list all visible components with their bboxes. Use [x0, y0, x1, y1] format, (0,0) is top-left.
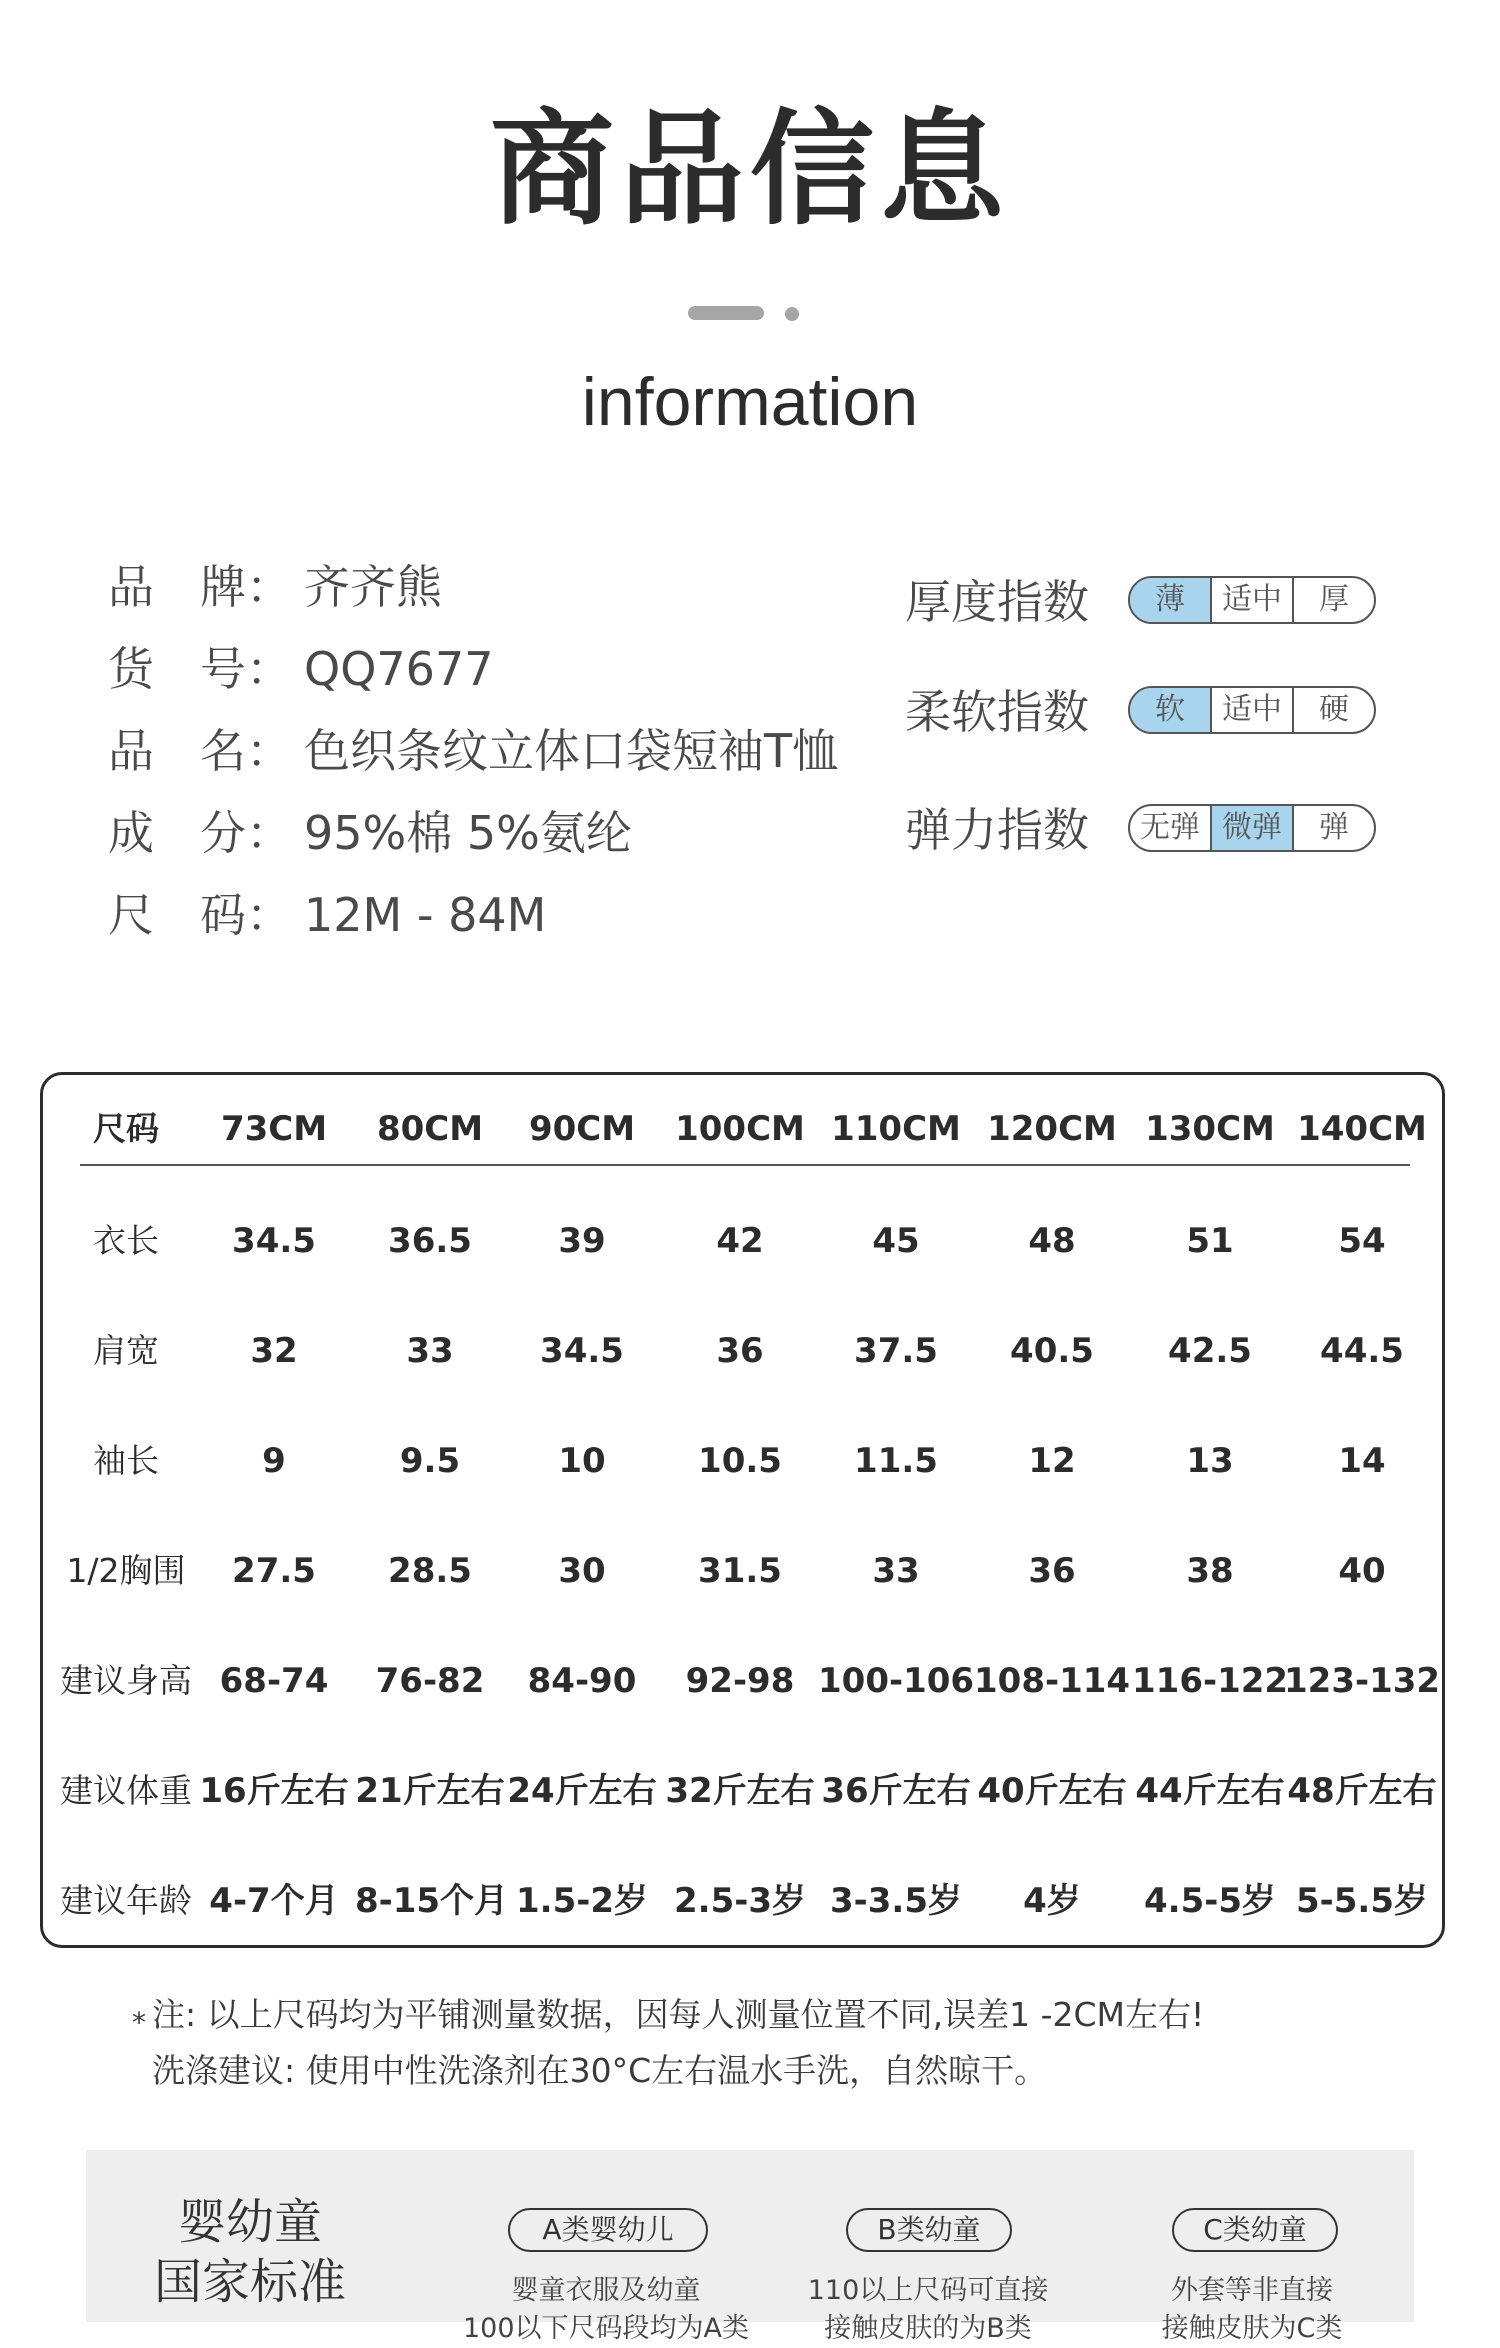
- table-cell: 9.5: [399, 1441, 461, 1481]
- table-cell: 92-98: [685, 1661, 795, 1701]
- table-header-divider: [80, 1164, 1410, 1166]
- table-cell: 8-15个月: [355, 1881, 509, 1921]
- washing-note: 洗涤建议: 使用中性洗涤剂在30°C左右温水手洗，自然晾干。: [152, 2051, 1048, 2090]
- table-cell: 32: [250, 1331, 298, 1371]
- size-column-header: 100CM: [675, 1109, 805, 1149]
- scale-option: 弹: [1292, 806, 1374, 850]
- table-corner-header: 尺码: [93, 1109, 159, 1148]
- table-cell: 28.5: [388, 1551, 472, 1591]
- table-cell: 1.5-2岁: [516, 1881, 648, 1921]
- category-c-badge: C类幼童: [1172, 2208, 1338, 2252]
- size-column-header: 73CM: [220, 1109, 328, 1149]
- table-row-label: 肩宽: [93, 1331, 159, 1370]
- table-row-label: 衣长: [93, 1221, 159, 1260]
- table-row-label: 建议身高: [60, 1661, 192, 1700]
- table-cell: 39: [558, 1221, 606, 1261]
- info-value: QQ7677: [304, 642, 494, 696]
- scale-option: 无弹: [1140, 810, 1200, 845]
- table-cell: 31.5: [698, 1551, 782, 1591]
- table-cell: 36.5: [388, 1221, 472, 1261]
- table-row-label: 1/2胸围: [66, 1551, 186, 1590]
- table-cell: 42.5: [1168, 1331, 1252, 1371]
- table-row-label: 建议年龄: [60, 1881, 192, 1920]
- table-cell: 14: [1338, 1441, 1386, 1481]
- table-cell: 42: [716, 1221, 764, 1261]
- scale-option: 薄: [1130, 578, 1210, 622]
- softness-index-label: 柔软指数: [905, 685, 1089, 739]
- category-b-desc: 110以上尺码可直接: [807, 2275, 1049, 2306]
- thickness-index-label: 厚度指数: [905, 575, 1089, 629]
- table-cell: 24斤左右: [507, 1771, 657, 1811]
- info-size-range: [108, 880, 546, 950]
- table-cell: 37.5: [854, 1331, 938, 1371]
- table-cell: 45: [872, 1221, 920, 1261]
- table-cell: 4.5-5岁: [1144, 1881, 1276, 1921]
- info-label: 货 号：: [108, 642, 292, 696]
- table-cell: 32斤左右: [665, 1771, 815, 1811]
- table-cell: 33: [406, 1331, 454, 1371]
- table-cell: 4岁: [1023, 1881, 1081, 1921]
- table-cell: 68-74: [219, 1661, 329, 1701]
- category-c-desc: 外套等非直接: [1171, 2275, 1333, 2306]
- page-title: 商品信息: [489, 98, 1010, 242]
- table-cell: 100-106: [818, 1661, 975, 1701]
- info-composition: [108, 798, 632, 868]
- table-cell: 44.5: [1320, 1331, 1404, 1371]
- category-a-desc2: 100以下尺码段均为A类: [462, 2313, 749, 2344]
- table-cell: 36: [1028, 1551, 1076, 1591]
- table-cell: 34.5: [232, 1221, 316, 1261]
- elasticity-index-label: 弹力指数: [905, 803, 1089, 857]
- table-cell: 84-90: [527, 1661, 637, 1701]
- table-cell: 13: [1186, 1441, 1234, 1481]
- size-column-header: 90CM: [528, 1109, 636, 1149]
- standard-title: 婴幼童: [177, 2194, 322, 2250]
- table-cell: 40: [1338, 1551, 1386, 1591]
- scale-option: 适中: [1210, 688, 1292, 732]
- table-cell: 10: [558, 1441, 606, 1481]
- size-column-header: 80CM: [376, 1109, 484, 1149]
- elasticity-index-scale: [1128, 804, 1376, 852]
- thickness-index-scale: [1128, 576, 1376, 624]
- table-cell: 48斤左右: [1287, 1771, 1437, 1811]
- table-cell: 10.5: [698, 1441, 782, 1481]
- info-brand: [108, 552, 442, 622]
- size-column-header: 130CM: [1145, 1109, 1275, 1149]
- category-c-desc2: 接触皮肤为C类: [1161, 2313, 1343, 2344]
- size-table: [40, 1072, 1445, 1948]
- table-cell: 16斤左右: [199, 1771, 349, 1811]
- table-cell: 9: [262, 1441, 286, 1481]
- table-row-label: 袖长: [93, 1441, 159, 1480]
- table-cell: 44斤左右: [1135, 1771, 1285, 1811]
- divider-dot: [785, 307, 799, 321]
- info-label: 品 牌：: [108, 560, 292, 614]
- table-cell: 33: [872, 1551, 920, 1591]
- size-column-header: 140CM: [1297, 1109, 1427, 1149]
- scale-option: 微弹: [1210, 806, 1292, 850]
- category-a-desc: 婴童衣服及幼童: [511, 2275, 701, 2306]
- category-a-badge: A类婴幼儿: [508, 2208, 708, 2252]
- info-label: 尺 码：: [108, 888, 292, 942]
- table-cell: 5-5.5岁: [1296, 1881, 1428, 1921]
- scale-option: 软: [1130, 688, 1210, 732]
- table-cell: 38: [1186, 1551, 1234, 1591]
- standard-title-line2: 国家标准: [153, 2254, 346, 2310]
- table-cell: 27.5: [232, 1551, 316, 1591]
- info-value: 95%棉 5%氨纶: [304, 806, 632, 860]
- info-value: 12M - 84M: [304, 888, 547, 942]
- table-cell: 12: [1028, 1441, 1076, 1481]
- page-subtitle: information: [581, 364, 919, 440]
- info-label: 成 分：: [108, 806, 292, 860]
- table-cell: 4-7个月: [209, 1881, 339, 1921]
- table-cell: 34.5: [540, 1331, 624, 1371]
- info-product-name: [108, 716, 838, 786]
- table-cell: 51: [1186, 1221, 1234, 1261]
- scale-option: 适中: [1210, 578, 1292, 622]
- table-cell: 116-122: [1132, 1661, 1289, 1701]
- table-cell: 36: [716, 1331, 764, 1371]
- table-cell: 40.5: [1010, 1331, 1094, 1371]
- scale-option: 硬: [1292, 688, 1374, 732]
- info-value: 色织条纹立体口袋短袖T恤: [304, 724, 839, 778]
- measurement-note: 注: 以上尺码均为平铺测量数据，因每人测量位置不同,误差1 -2CM左右!: [152, 1995, 1205, 2034]
- table-cell: 54: [1338, 1221, 1386, 1261]
- info-value: 齐齐熊: [304, 560, 442, 614]
- info-label: 品 名：: [108, 724, 292, 778]
- table-cell: 3-3.5岁: [830, 1881, 962, 1921]
- info-item-number: [108, 634, 493, 704]
- table-cell: 36斤左右: [821, 1771, 971, 1811]
- table-cell: 2.5-3岁: [674, 1881, 806, 1921]
- category-b-desc2: 接触皮肤的为B类: [824, 2313, 1032, 2344]
- size-column-header: 110CM: [831, 1109, 961, 1149]
- table-cell: 40斤左右: [977, 1771, 1127, 1811]
- table-cell: 21斤左右: [355, 1771, 505, 1811]
- divider-dash: [688, 306, 764, 320]
- size-column-header: 120CM: [987, 1109, 1117, 1149]
- table-cell: 30: [558, 1551, 606, 1591]
- table-cell: 76-82: [375, 1661, 485, 1701]
- table-cell: 48: [1028, 1221, 1076, 1261]
- table-cell: 11.5: [854, 1441, 938, 1481]
- table-cell: 108-114: [974, 1661, 1131, 1701]
- softness-index-scale: [1128, 686, 1376, 734]
- table-row-label: 建议体重: [60, 1771, 192, 1810]
- table-cell: 123-132: [1284, 1661, 1441, 1701]
- category-b-badge: B类幼童: [846, 2208, 1012, 2252]
- scale-option: 厚: [1292, 578, 1374, 622]
- note-asterisk: *: [132, 2006, 146, 2039]
